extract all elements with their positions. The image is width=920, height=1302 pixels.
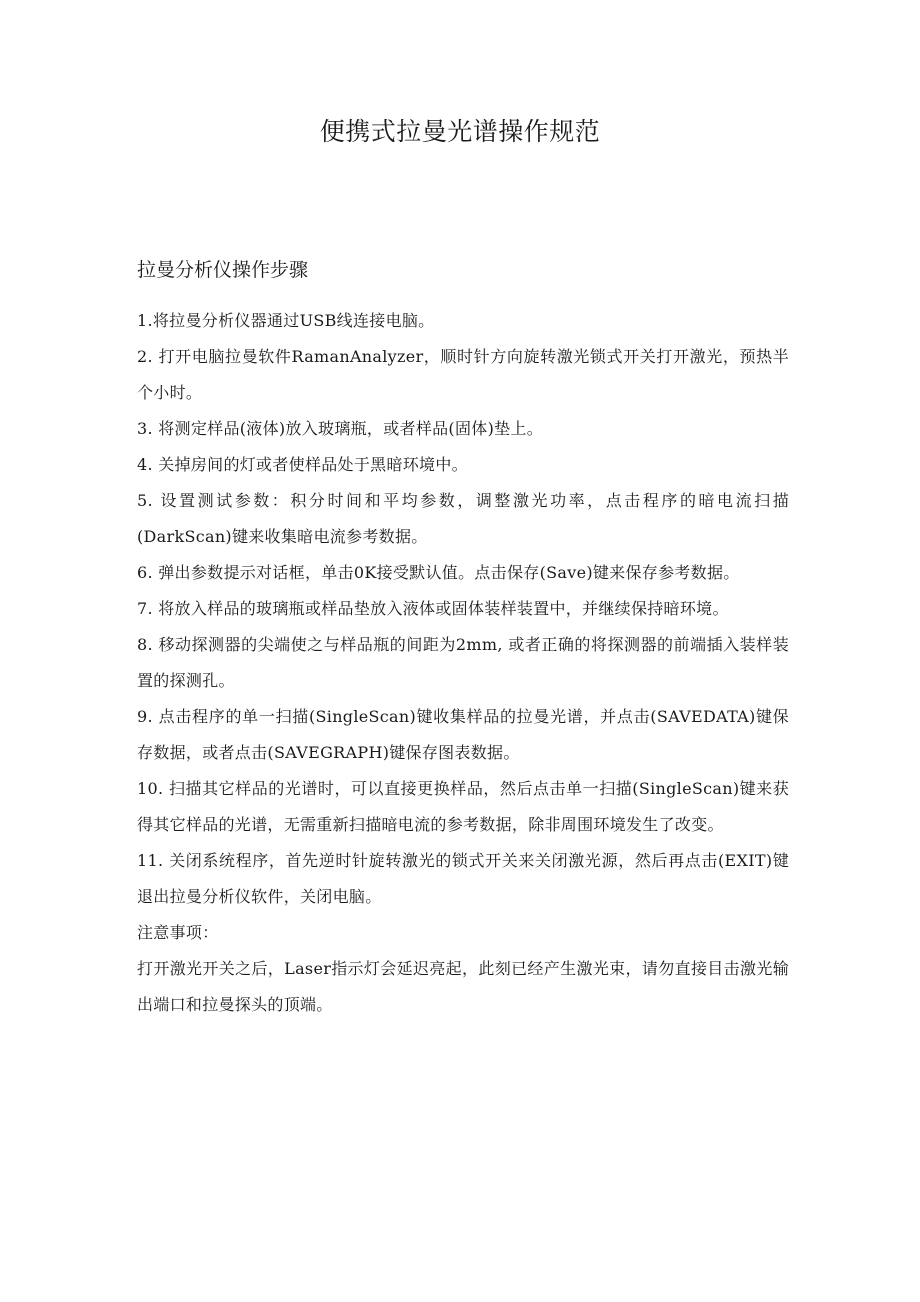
step-10: 10. 扫描其它样品的光谱时，可以直接更换样品，然后点击单一扫描(SingleScan)键来获得其它样品的光谱，无需重新扫描暗电流的参考数据，除非周围环境发生了改变。 bbox=[137, 779, 789, 834]
notes-text: 打开激光开关之后，Laser指示灯会延迟亮起，此刻已经产生激光束，请勿直接目击激光输出端口和拉曼探头的顶端。 bbox=[137, 959, 789, 1014]
step-7: 7. 将放入样品的玻璃瓶或样品垫放入液体或固体装样装置中，并继续保持暗环境。 bbox=[137, 599, 729, 618]
document-title: 便携式拉曼光谱操作规范 bbox=[319, 117, 601, 146]
step-11: 11. 关闭系统程序，首先逆时针旋转激光的锁式开关来关闭激光源，然后再点击(EXIT)键退出拉曼分析仪软件，关闭电脑。 bbox=[137, 851, 789, 906]
procedure-body bbox=[137, 303, 789, 1023]
step-2: 2. 打开电脑拉曼软件RamanAnalyzer，顺时针方向旋转激光锁式开关打开激光，预热半个小时。 bbox=[137, 347, 789, 402]
notes-heading: 注意事项： bbox=[137, 923, 219, 942]
step-3: 3. 将测定样品(液体)放入玻璃瓶，或者样品(固体)垫上。 bbox=[137, 419, 544, 438]
step-8: 8. 移动探测器的尖端使之与样品瓶的间距为2mm, 或者正确的将探测器的前端插入装样装置的探测孔。 bbox=[137, 635, 789, 690]
step-9: 9. 点击程序的单一扫描(SingleScan)键收集样品的拉曼光谱，并点击(SAVEDATA)键保存数据，或者点击(SAVEGRAPH)键保存图表数据。 bbox=[137, 707, 789, 762]
step-1: 1.将拉曼分析仪器通过USB线连接电脑。 bbox=[137, 311, 435, 330]
step-4: 4. 关掉房间的灯或者使样品处于黑暗环境中。 bbox=[137, 455, 468, 474]
step-6: 6. 弹出参数提示对话框，单击0K接受默认值。点击保存(Save)键来保存参考数据。 bbox=[137, 563, 740, 582]
section-heading: 拉曼分析仪操作步骤 bbox=[137, 259, 309, 281]
step-5: 5. 设置测试参数：积分时间和平均参数，调整激光功率，点击程序的暗电流扫描(DarkScan)键来收集暗电流参考数据。 bbox=[137, 491, 789, 546]
